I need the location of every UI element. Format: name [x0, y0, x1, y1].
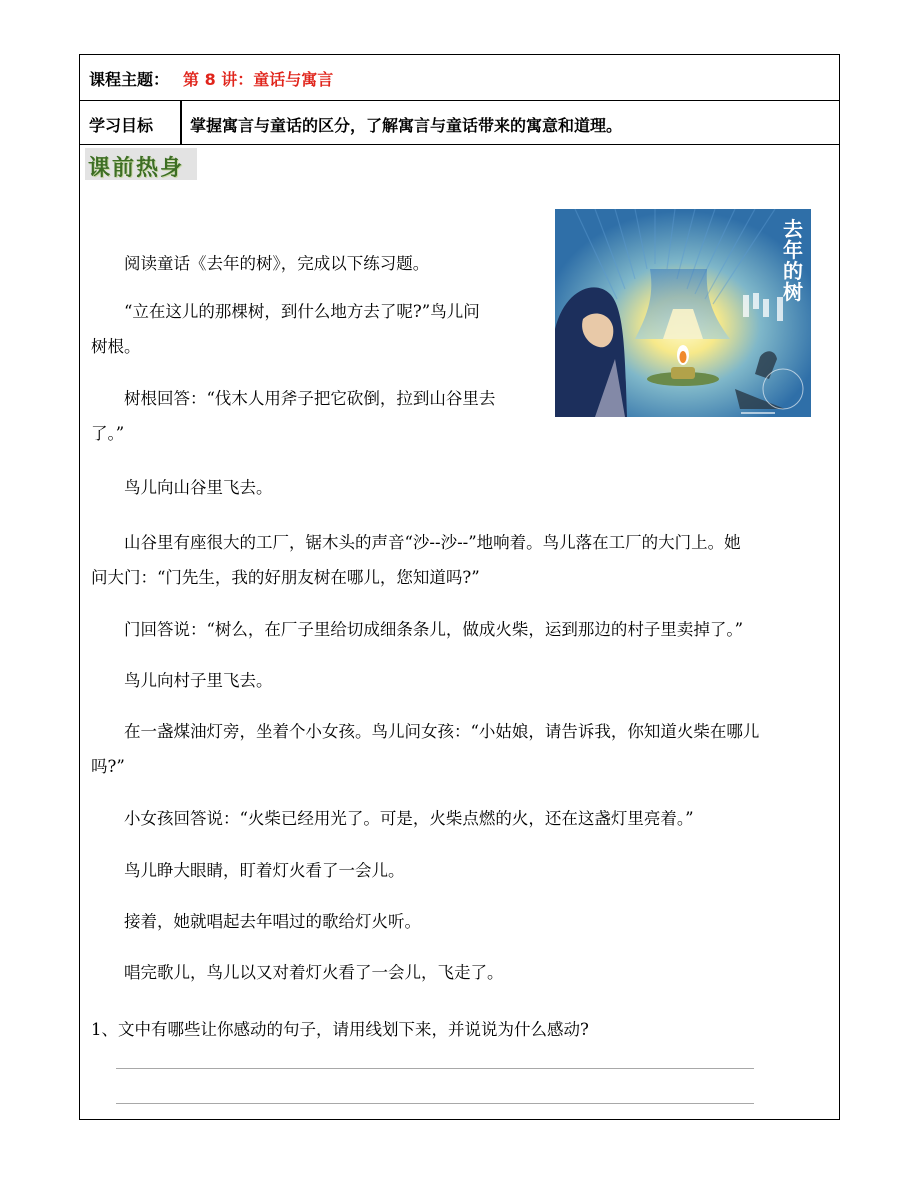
story-paragraph: 问大门：“门先生，我的好朋友树在哪儿，您知道吗?” — [91, 568, 480, 587]
story-paragraph: 树根。 — [91, 337, 141, 356]
story-paragraph: 鸟儿向村子里飞去。 — [124, 671, 273, 690]
story-paragraph: 在一盏煤油灯旁，坐着个小女孩。鸟儿问女孩：“小姑娘，请告诉我，你知道火柴在哪儿 — [124, 722, 760, 741]
story-paragraph: 鸟儿向山谷里飞去。 — [124, 478, 273, 497]
topic-row — [80, 55, 839, 101]
goal-label: 学习目标 — [89, 116, 154, 135]
answer-line[interactable] — [116, 1068, 754, 1069]
story-paragraph: “立在这儿的那棵树，到什么地方去了呢?”鸟儿问 — [124, 302, 480, 321]
question-1: 1、文中有哪些让你感动的句子，请用线划下来，并说说为什么感动? — [91, 1020, 589, 1039]
section-title-badge — [85, 148, 197, 180]
story-paragraph: 了。” — [91, 424, 125, 443]
cover-title-char: 年 — [783, 238, 803, 262]
story-paragraph: 接着，她就唱起去年唱过的歌给灯火听。 — [124, 912, 421, 931]
cover-title-char: 去 — [783, 217, 803, 241]
story-paragraph: 鸟儿睁大眼睛，盯着灯火看了一会儿。 — [124, 861, 405, 880]
story-paragraph: 门回答说：“树么，在厂子里给切成细条条儿，做成火柴，运到那边的村子里卖掉了。” — [124, 620, 744, 639]
story-paragraph: 树根回答：“伐木人用斧子把它砍倒，拉到山谷里去 — [124, 389, 496, 408]
story-paragraph: 山谷里有座很大的工厂，锯木头的声音“沙--沙--”地响着。鸟儿落在工厂的大门上。她 — [124, 533, 741, 552]
cover-title-char: 树 — [783, 280, 803, 304]
story-intro: 阅读童话《去年的树》，完成以下练习题。 — [124, 254, 430, 273]
topic-label: 课程主题： — [89, 70, 170, 89]
story-paragraph: 吗?” — [91, 757, 125, 776]
goal-row — [80, 101, 839, 145]
topic-value: 第 8 讲：童话与寓言 — [183, 70, 334, 89]
story-paragraph: 唱完歌儿，鸟儿以又对着灯火看了一会儿，飞走了。 — [124, 963, 504, 982]
book-cover-illustration — [555, 209, 811, 417]
book-cover-image — [555, 209, 811, 417]
goal-value: 掌握寓言与童话的区分，了解寓言与童话带来的寓意和道理。 — [190, 116, 623, 135]
story-paragraph: 小女孩回答说：“火柴已经用光了。可是，火柴点燃的火，还在这盏灯里亮着。” — [124, 809, 694, 828]
cover-title-char: 的 — [783, 259, 803, 283]
column-divider — [180, 101, 182, 144]
book-cover-title — [781, 219, 805, 303]
answer-line[interactable] — [116, 1103, 754, 1104]
section-title: 课前热身 — [88, 156, 185, 181]
